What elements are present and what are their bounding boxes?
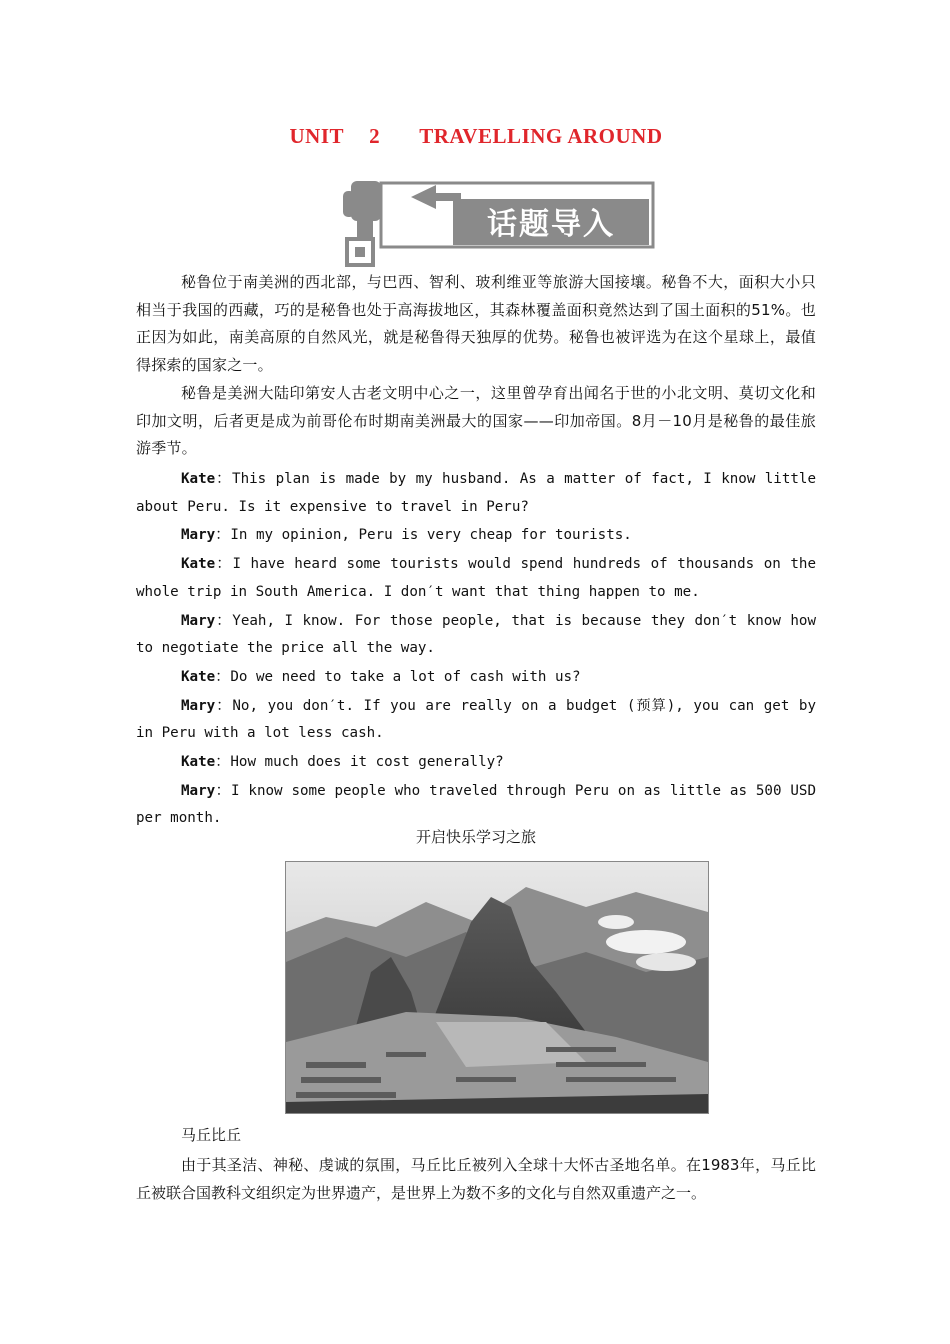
- unit-number: 2: [369, 124, 381, 148]
- photo-subject-label: 马丘比丘: [181, 1126, 242, 1144]
- dialogue-text: I know some people who traveled through Peru on as little as 500 USD per month.: [136, 782, 816, 827]
- dialogue-text: I have heard some tourists would spend hundreds of thousands on the whole trip in South America. I don′t want that thing happen to me.: [136, 556, 817, 600]
- dialogue-line: Mary：In my opinion, Peru is very cheap for tourists.: [181, 525, 632, 544]
- speaker-name: Kate: [181, 754, 216, 771]
- dialogue-text: In my opinion, Peru is very cheap for tourists.: [230, 527, 632, 544]
- speaker-name: Mary: [181, 782, 216, 799]
- dialogue-line: Kate：This plan is made by my husband. As a matter of fact, I know little about Peru. Is it expensive to travel in Peru?: [136, 469, 816, 515]
- speaker-name: Kate: [181, 556, 216, 573]
- dialogue-line: Mary：No, you don′t. If you are really on a budget (预算), you can get by in Peru with a lot less cash.: [136, 695, 816, 742]
- dialogue-line: Kate：Do we need to take a lot of cash with us?: [181, 666, 581, 685]
- speaker-name: Mary: [181, 697, 216, 714]
- dialogue-text: Yeah, I know. For those people, that is because they don′t know how to negotiate the price all the way.: [136, 612, 816, 657]
- speaker-name: Kate: [181, 668, 216, 685]
- dialogue-line: Mary：Yeah, I know. For those people, that is because they don′t know how to negotiate the price all the way.: [136, 610, 816, 657]
- dialogue-text: No, you don′t. If you are really on a budget (预算), you can get by in Peru with a lot less cash.: [136, 697, 816, 742]
- dialogue-text: How much does it cost generally?: [230, 754, 504, 771]
- dialogue-line: Mary：I know some people who traveled through Peru on as little as 500 USD per month.: [136, 780, 816, 827]
- unit-title: [136, 124, 816, 149]
- intro-paragraph-1: 秘鲁位于南美洲的西北部，与巴西、智利、玻利维亚等旅游大国接壤。秘鲁不大，面积大小只相当于我国的西藏，巧的是秘鲁也处于高海拔地区，其森林覆盖面积竟然达到了国土面积的51%。也正因为如此，南美高原的自然风光，就是秘鲁得天独厚的优势。秘鲁也被评选为在这个星球上，最值得探索的国家之一。: [136, 273, 816, 375]
- speaker-name: Mary: [181, 612, 216, 629]
- topic-intro-banner: [341, 179, 659, 269]
- speaker-name: Mary: [181, 527, 216, 544]
- pointing-hand-icon: [343, 181, 381, 265]
- intro-paragraph-2: 秘鲁是美洲大陆印第安人古老文明中心之一，这里曾孕育出闻名于世的小北文明、莫切文化和印加文明，后者更是成为前哥伦布时期南美洲最大的国家——印加帝国。8月－10月是秘鲁的最佳旅游季节。: [136, 383, 816, 458]
- dialogue-section: [136, 465, 816, 833]
- dialogue-line: Kate：I have heard some tourists would spend hundreds of thousands on the whole trip in South America. I don′t want that thing happen to me.: [136, 554, 817, 600]
- closing-paragraph: 由于其圣洁、神秘、虔诚的氛围，马丘比丘被列入全球十大怀古圣地名单。在1983年，马丘比丘被联合国教科文组织定为世界遗产，是世界上为数不多的文化与自然双重遗产之一。: [136, 1156, 816, 1202]
- section-caption: 开启快乐学习之旅: [415, 828, 536, 846]
- banner-label: 话题导入: [487, 207, 615, 242]
- unit-name: TRAVELLING AROUND: [419, 124, 663, 148]
- intro-section: [136, 269, 816, 463]
- dialogue-text: Do we need to take a lot of cash with us?: [230, 668, 581, 685]
- dialogue-text: This plan is made by my husband. As a matter of fact, I know little about Peru. Is it expensive to travel in Peru?: [136, 471, 816, 515]
- closing-section: [136, 1151, 816, 1207]
- unit-label: UNIT: [289, 124, 344, 148]
- machu-picchu-photo: [285, 861, 709, 1114]
- dialogue-line: Kate：How much does it cost generally?: [181, 752, 504, 771]
- speaker-name: Kate: [181, 471, 216, 487]
